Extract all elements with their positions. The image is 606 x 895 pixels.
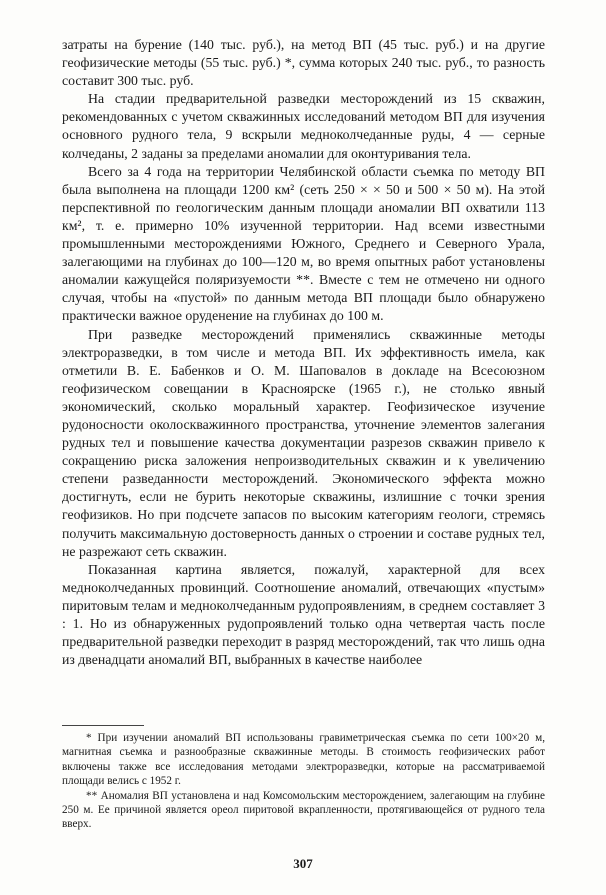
paragraph-continued: затраты на бурение (140 тыс. руб.), на метод ВП (45 тыс. руб.) и на другие геофизические методы (55 тыс. руб.) *, сумма которых 240 тыс. руб., то разность составит 300 тыс. руб. xyxy=(62,37,545,89)
paragraph-preliminary-exploration: На стадии предварительной разведки месторождений из 15 скважин, рекомендованных с учетом скважинных исследований методом ВП для изучения основного рудного тела, 9 вскрыли медноколчеданные руды, 4 — серные колчеданы, 2 заданы за пределами аномалии для оконтуривания тела. xyxy=(62,91,545,161)
page-number: 307 xyxy=(293,856,313,871)
paragraph-chelyabinsk-survey: Всего за 4 года на территории Челябинской области съемка по методу ВП была выполнена на площади 1200 км² (сеть 250 × × 50 и 500 × 50 м). На этой перспективной по геологическим данным площади аномалии ВП охватили 113 км², т. е. примерно 10% изученной территории. Над всеми известными промышленными месторождениями Южного, Среднего и Северного Урала, залегающими на глубинах до 100—120 м, во время опытных работ установлены аномалии кажущейся поляризуемости **. Вместе с тем не отмечено ни одного случая, чтобы на «пустой» по данным метода ВП площади было обнаружено практически важное оруденение на глубинах до 100 м. xyxy=(62,163,545,324)
paragraph-copper-provinces: Показанная картина является, пожалуй, характерной для всех медноколчеданных провинций. Соотношение аномалий, отвечающих «пустым» пиритовым телам и медноколчеданным рудопроявлениям, в среднем составляет 3 : 1. Но из обнаруженных рудопроявлений только одна четвертая часть после предварительной разведки переходит в разряд месторождений, так что лишь одна из двенадцати аномалий ВП, выбранных в качестве наиболее xyxy=(62,561,545,668)
footnotes xyxy=(62,731,545,832)
footnote-2: ** Аномалия ВП установлена и над Комсомольским месторождением, залегающим на глубине 250 м. Ее причиной является ореол пиритовой вкрапленности, протягивающейся от рудного тела вверх. xyxy=(62,789,545,831)
main-text xyxy=(62,36,545,669)
footnote-1: * При изучении аномалий ВП использованы гравиметрическая съемка по сети 100×20 м, магнитная съемка и разнообразные скважинные методы. В стоимость геофизических работ включены также все исследования методами электроразведки, которые на рассматриваемой площади велись с 1952 г. xyxy=(62,732,545,788)
paragraph-borehole-methods: При разведке месторождений применялись скважинные методы электроразведки, в том числе и метода ВП. Их эффективность имела, как отметили В. Е. Бабенков и О. М. Шаповалов в докладе на Всесоюзном геофизическом совещании в Красноярске (1965 г.), не столько явный экономический, сколько моральный характер. Геофизическое изучение рудоносности околоскважинного пространства, уточнение элементов залегания рудных тел и повышение качества документации разрезов скважин привело к сокращению риска заложения непроизводительных скважин и к увеличению степени разведанности месторождений. Экономического эффекта можно достигнуть, если не бурить некоторые скважины, излишние с точки зрения геофизиков. Но при подсчете запасов по высоким категориям геологи, стремясь получить максимальную достоверность данных о строении и составе рудных тел, не разрежают сеть скважин. xyxy=(62,326,545,559)
